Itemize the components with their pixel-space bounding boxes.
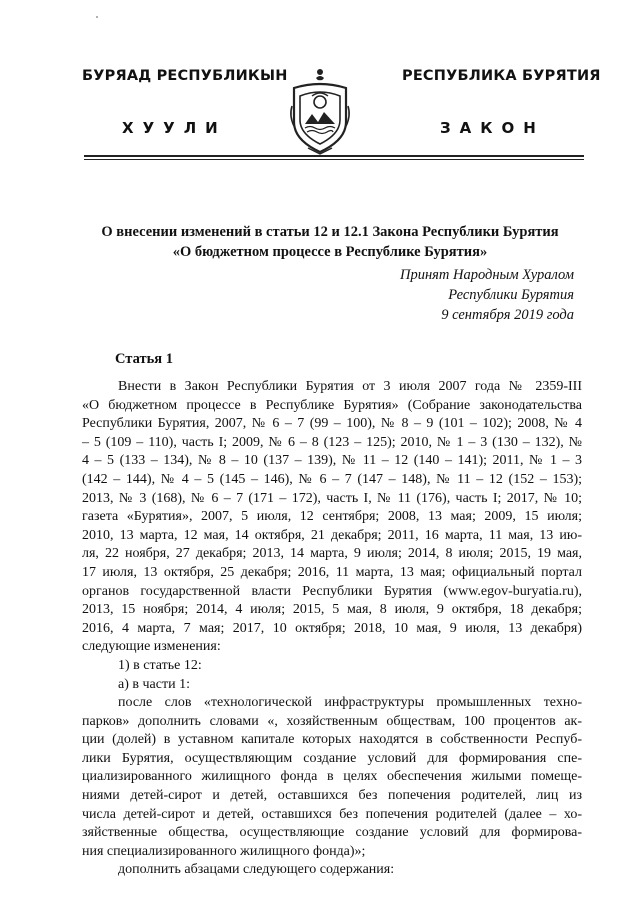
body-line: зяйственные общества, осуществляющие создание условий для формирова- — [82, 825, 582, 841]
body-line: ниями детей-сирот и детей, оставшихся без попечения родителей, лиц из — [82, 788, 582, 804]
header-rule-thick — [84, 155, 584, 157]
adoption-note-line: Принят Народным Хуралом — [399, 267, 574, 283]
header-right-doc-type: ЗАКОН — [440, 119, 545, 137]
body-line: «О бюджетном процессе в Республике Бурятия» (Собрание законодательства — [82, 397, 582, 413]
law-title — [70, 222, 590, 262]
body-line: ния специализированного жилищного фонда)»; — [82, 843, 366, 859]
body-line: 2013, 15 ноября; 2014, 4 июля; 2015, 5 мая, 8 июля, 9 октября, 18 декабря; — [82, 602, 582, 618]
body-line: числа детей-сирот и детей, оставшихся без попечения родителей (далее – хо- — [82, 806, 582, 822]
body-line: лики Бурятия, осуществляющим создание условий для формирования спе- — [82, 750, 582, 766]
body-line: дополнить абзацами следующего содержания: — [118, 862, 395, 878]
body-line: – 5 (109 – 110), часть I; 2009, № 6 – 8 (123 – 125); 2010, № 1 – 3 (130 – 132), № — [82, 434, 582, 450]
body-line: 4 – 5 (133 – 134), № 8 – 10 (137 – 139), № 11 – 12 (140 – 141); 2011, № 1 – 3 — [82, 453, 582, 469]
body-line: газета «Бурятия», 2007, 5 июля, 12 сентября; 2008, 13 мая; 2009, 15 июля; — [82, 509, 582, 525]
header-rule-thin — [84, 159, 584, 160]
adoption-note — [400, 265, 574, 325]
body-line: парков» дополнить словами «, хозяйственным обществам, 100 процентов ак- — [82, 713, 582, 729]
body-line: после слов «технологической инфраструктуры промышленных техно- — [118, 695, 582, 711]
body-line: Республики Бурятия, 2007, № 6 – 7 (99 – 100), № 8 – 9 (101 – 102); 2008, № 4 — [82, 416, 582, 432]
article-body — [82, 378, 582, 880]
header-left-doc-type: ХУУЛИ — [122, 119, 227, 137]
body-line: 2016, 4 марта, 7 мая; 2017, 10 октября; 2018, 10 мая, 9 июля, 13 декабря) — [82, 620, 582, 636]
adoption-note-line: 9 сентября 2019 года — [441, 307, 574, 323]
body-line: ции (долей) в уставном капитале которых находятся в собственности Респуб- — [82, 732, 582, 748]
body-line: Внести в Закон Республики Бурятия от 3 июля 2007 года № 2359-III — [118, 379, 582, 394]
scan-speck — [96, 16, 98, 18]
body-line: (142 – 144), № 4 – 5 (145 – 146), № 6 – 7 (147 – 148), № 11 – 12 (152 – 153); — [82, 471, 582, 487]
scan-speck — [329, 636, 331, 638]
law-title-line: «О бюджетном процессе в Республике Бурятия» — [172, 244, 488, 260]
adoption-note-line: Республики Бурятия — [448, 287, 574, 303]
body-line: следующие изменения: — [82, 639, 221, 655]
body-line: 1) в статье 12: — [118, 657, 202, 673]
body-line: а) в части 1: — [118, 676, 190, 692]
body-line: 2010, 13 марта, 12 мая, 14 октября, 21 декабря; 2011, 16 марта, 11 мая, 13 ию- — [82, 527, 582, 543]
article-title: Статья 1 — [115, 351, 173, 367]
body-line: ля, 22 ноября, 27 декабря; 2013, 14 марта, 9 июля; 2014, 8 июля; 2015, 19 мая, — [82, 546, 582, 562]
body-line: 2013, № 3 (168), № 6 – 7 (171 – 172), часть I, № 11 (176), часть I; 2017, № 10; — [82, 490, 582, 506]
coat-of-arms-icon — [288, 66, 352, 156]
body-line: 17 июля, 13 октября, 25 декабря; 2016, 11 марта, 13 мая; официальный портал — [82, 564, 582, 580]
body-line: циализированного жилищного фонда в целях обеспечения жилыми помеще- — [82, 769, 582, 785]
law-title-line: О внесении изменений в статьи 12 и 12.1 Закона Республики Бурятия — [101, 224, 559, 240]
header-left-title: БУРЯАД РЕСПУБЛИКЫН — [82, 68, 288, 84]
header-right-title: РЕСПУБЛИКА БУРЯТИЯ — [402, 68, 601, 84]
body-line: органов государственной власти Республики Бурятия (www.egov-buryatia.ru), — [82, 583, 582, 599]
